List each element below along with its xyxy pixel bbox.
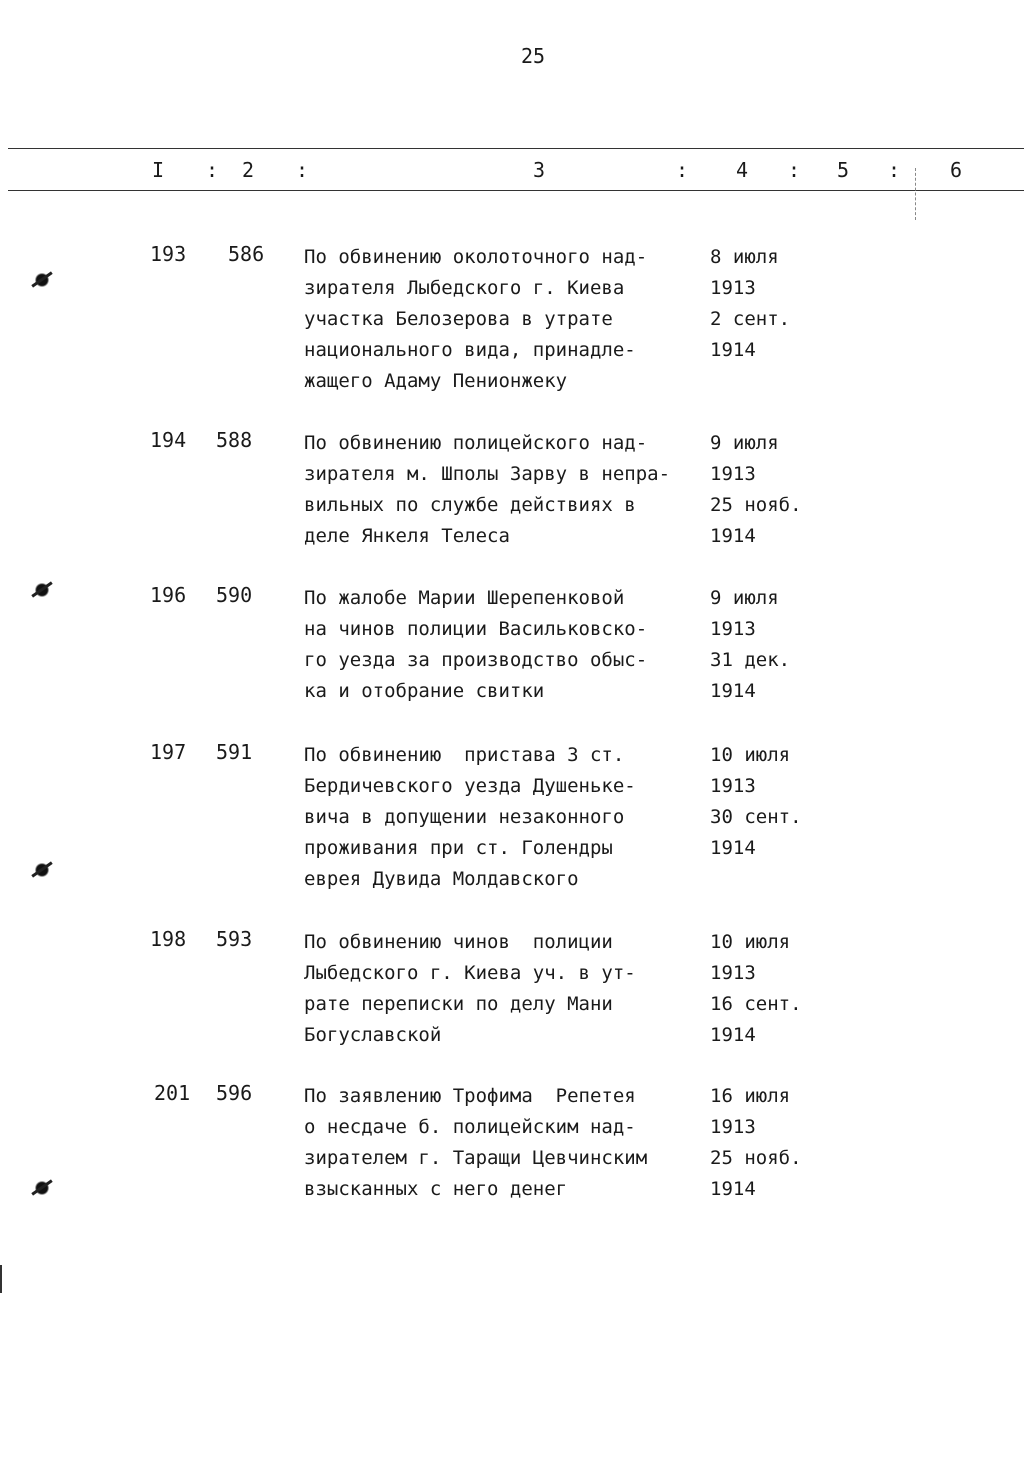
- date-line: 25 нояб.: [710, 1147, 802, 1169]
- header-separator: :: [888, 158, 901, 182]
- header-separator: :: [788, 158, 801, 182]
- entry-dates: [710, 428, 802, 552]
- punch-hole-icon: [33, 1180, 51, 1196]
- description-line: Лыбедского г. Киева уч. в ут-: [304, 962, 636, 984]
- header-separator: :: [206, 158, 219, 182]
- file-number: 591: [216, 740, 253, 764]
- description-line: вича в допущении незаконного: [304, 806, 625, 828]
- description-line: еврея Дувида Молдавского: [304, 868, 579, 890]
- entry-number: 196: [150, 583, 187, 607]
- header-separator: :: [676, 158, 689, 182]
- description-line: деле Янкеля Телеса: [304, 525, 510, 547]
- date-line: 10 июля: [710, 931, 791, 953]
- description-line: Богуславской: [304, 1024, 442, 1046]
- date-line: 16 июля: [710, 1085, 791, 1107]
- entry-description: [304, 740, 636, 895]
- date-line: 16 сент.: [710, 993, 802, 1015]
- description-line: го уезда за производство обыс-: [304, 649, 648, 671]
- date-line: 1913: [710, 618, 756, 640]
- date-line: 10 июля: [710, 744, 791, 766]
- entry-number: 201: [154, 1081, 191, 1105]
- entry-number: 194: [150, 428, 187, 452]
- entry-dates: [710, 1081, 802, 1205]
- entry-number: 193: [150, 242, 187, 266]
- date-line: 1914: [710, 1178, 756, 1200]
- header-rule-bottom: [8, 190, 1024, 191]
- punch-hole-icon: [33, 862, 51, 878]
- header-col-2: 2: [242, 158, 255, 182]
- description-line: Бердичевского уезда Душенькe-: [304, 775, 636, 797]
- entry-number: 197: [150, 740, 187, 764]
- file-number: 588: [216, 428, 253, 452]
- description-line: зирателя м. Шполы Зарву в непра-: [304, 463, 671, 485]
- date-line: 1914: [710, 680, 756, 702]
- entry-dates: [710, 242, 790, 366]
- description-line: взысканных с него денег: [304, 1178, 568, 1200]
- date-line: 1914: [710, 339, 756, 361]
- column-divider-tick: [915, 168, 917, 220]
- description-line: По обвинению полицейского над-: [304, 432, 648, 454]
- entry-description: [304, 927, 636, 1051]
- file-number: 593: [216, 927, 253, 951]
- date-line: 1913: [710, 463, 756, 485]
- date-line: 8 июля: [710, 246, 779, 268]
- description-line: участка Белозерова в утрате: [304, 308, 613, 330]
- file-number: 590: [216, 583, 253, 607]
- date-line: 1914: [710, 1024, 756, 1046]
- date-line: 31 дек.: [710, 649, 791, 671]
- header-col-5: 5: [837, 158, 850, 182]
- description-line: жащего Адаму Пениoнжеку: [304, 370, 568, 392]
- punch-hole-icon: [33, 272, 51, 288]
- date-line: 1913: [710, 277, 756, 299]
- punch-hole-icon: [33, 582, 51, 598]
- header-separator: :: [296, 158, 309, 182]
- file-number: 596: [216, 1081, 253, 1105]
- entry-dates: [710, 927, 802, 1051]
- entry-description: [304, 583, 647, 707]
- header-col-1: I: [152, 158, 165, 182]
- date-line: 1914: [710, 525, 756, 547]
- entry-description: [304, 428, 670, 552]
- description-line: зирателем г. Таращи Цевчинским: [304, 1147, 648, 1169]
- date-line: 1914: [710, 837, 756, 859]
- header-rule-top: [8, 148, 1024, 149]
- date-line: 2 сент.: [710, 308, 791, 330]
- description-line: национального вида, принадле-: [304, 339, 636, 361]
- description-line: По заявлению Трофима Репетея: [304, 1085, 636, 1107]
- margin-mark: [0, 1265, 2, 1293]
- entry-description: [304, 242, 647, 397]
- description-line: на чинов полиции Васильковско-: [304, 618, 648, 640]
- date-line: 25 нояб.: [710, 494, 802, 516]
- date-line: 1913: [710, 1116, 756, 1138]
- description-line: зирателя Лыбедского г. Киева: [304, 277, 625, 299]
- description-line: о несдаче б. полицейским над-: [304, 1116, 636, 1138]
- date-line: 30 сент.: [710, 806, 802, 828]
- entry-dates: [710, 583, 790, 707]
- description-line: По жалобе Марии Шерепенковой: [304, 587, 625, 609]
- date-line: 9 июля: [710, 587, 779, 609]
- header-col-6: 6: [950, 158, 963, 182]
- date-line: 1913: [710, 775, 756, 797]
- description-line: По обвинению околоточного над-: [304, 246, 648, 268]
- description-line: проживания при ст. Голендры: [304, 837, 613, 859]
- header-col-3: 3: [533, 158, 546, 182]
- entry-description: [304, 1081, 647, 1205]
- description-line: По обвинению чинов полиции: [304, 931, 613, 953]
- date-line: 1913: [710, 962, 756, 984]
- description-line: вильных по службе действиях в: [304, 494, 636, 516]
- description-line: ка и отобрание свитки: [304, 680, 545, 702]
- header-col-4: 4: [736, 158, 749, 182]
- entry-dates: [710, 740, 802, 864]
- entry-number: 198: [150, 927, 187, 951]
- description-line: рате переписки по делу Мани: [304, 993, 613, 1015]
- date-line: 9 июля: [710, 432, 779, 454]
- file-number: 586: [228, 242, 265, 266]
- page-number: 25: [521, 44, 546, 68]
- description-line: По обвинению пристава 3 ст.: [304, 744, 625, 766]
